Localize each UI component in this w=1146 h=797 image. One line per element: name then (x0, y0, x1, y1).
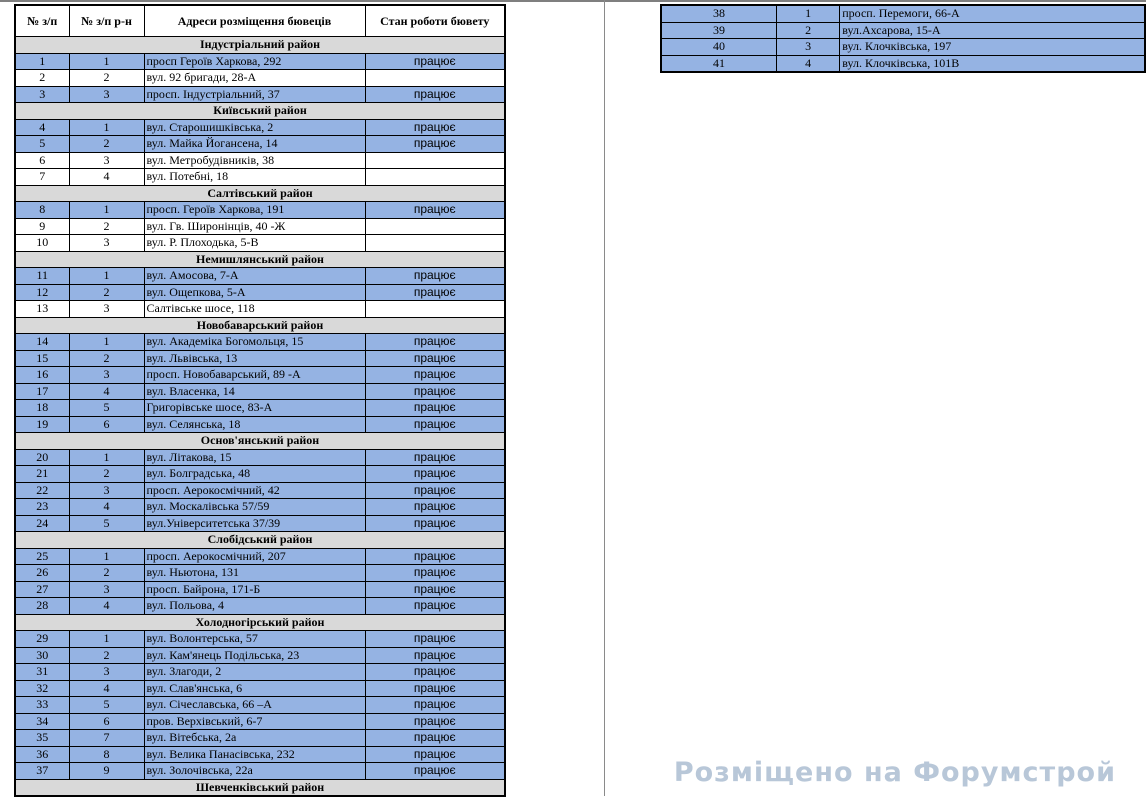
status-cell: працює (365, 449, 505, 466)
table-row (15, 482, 505, 499)
row-number: 33 (15, 697, 69, 714)
row-number: 14 (15, 334, 69, 351)
status-cell: працює (365, 53, 505, 70)
status-cell: працює (365, 581, 505, 598)
district-row-number: 2 (69, 136, 144, 153)
address-cell: вул. Р. Плоходька, 5-В (144, 235, 365, 252)
row-number: 10 (15, 235, 69, 252)
status-cell: працює (365, 350, 505, 367)
address-cell: вул. Літакова, 15 (144, 449, 365, 466)
row-number: 25 (15, 548, 69, 565)
district-name: Салтівський район (15, 185, 505, 202)
district-row-number: 2 (69, 350, 144, 367)
district-row-number: 3 (69, 664, 144, 681)
district-header-row (15, 185, 505, 202)
district-row-number: 2 (69, 70, 144, 87)
status-cell: працює (365, 763, 505, 780)
district-row-number: 1 (69, 268, 144, 285)
address-cell: вул. Львівська, 13 (144, 350, 365, 367)
row-number: 9 (15, 218, 69, 235)
table-row (15, 235, 505, 252)
table-row (661, 5, 1145, 22)
district-name: Слобідський район (15, 532, 505, 549)
status-cell: працює (365, 565, 505, 582)
header-status: Стан роботи бювету (365, 5, 505, 37)
row-number: 21 (15, 466, 69, 483)
row-number: 41 (661, 55, 777, 72)
row-number: 5 (15, 136, 69, 153)
address-cell: вул. Клочківська, 197 (840, 39, 1145, 56)
status-cell: працює (365, 598, 505, 615)
address-cell: вул. Потебні, 18 (144, 169, 365, 186)
address-cell: вул. Ощепкова, 5-А (144, 284, 365, 301)
row-number: 32 (15, 680, 69, 697)
table-row (15, 647, 505, 664)
address-cell: вул. Клочківська, 101В (840, 55, 1145, 72)
district-name: Новобаварський район (15, 317, 505, 334)
row-number: 1 (15, 53, 69, 70)
table-row (15, 499, 505, 516)
district-row-number: 9 (69, 763, 144, 780)
district-row-number: 8 (69, 746, 144, 763)
row-number: 7 (15, 169, 69, 186)
address-cell: вул. Майка Йогансена, 14 (144, 136, 365, 153)
table-row (15, 383, 505, 400)
status-cell: працює (365, 136, 505, 153)
district-row-number: 2 (69, 647, 144, 664)
address-cell: вул. Москалівська 57/59 (144, 499, 365, 516)
district-row-number: 1 (69, 334, 144, 351)
header-address: Адреси розміщення бювеців (144, 5, 365, 37)
address-cell: вул. Польова, 4 (144, 598, 365, 615)
address-cell: просп. Героїв Харкова, 191 (144, 202, 365, 219)
table-row (15, 680, 505, 697)
table-row (15, 268, 505, 285)
table-row (15, 218, 505, 235)
district-row-number: 7 (69, 730, 144, 747)
row-number: 24 (15, 515, 69, 532)
address-cell: просп. Байрона, 171-Б (144, 581, 365, 598)
watermark: Розміщено на Форумстрой (673, 757, 1116, 788)
status-cell: працює (365, 713, 505, 730)
status-cell: працює (365, 515, 505, 532)
district-header-row (15, 614, 505, 631)
table-body (15, 37, 505, 797)
row-number: 17 (15, 383, 69, 400)
table-row (661, 22, 1145, 39)
status-cell: працює (365, 647, 505, 664)
district-name: Немишлянський район (15, 251, 505, 268)
address-cell: вул. Слав'янська, 6 (144, 680, 365, 697)
address-cell: просп. Аерокосмічний, 42 (144, 482, 365, 499)
status-cell: працює (365, 119, 505, 136)
table-row (15, 367, 505, 384)
district-row-number: 3 (69, 301, 144, 318)
row-number: 6 (15, 152, 69, 169)
district-header-row (15, 317, 505, 334)
status-cell: працює (365, 202, 505, 219)
table-row (15, 136, 505, 153)
fountains-table (14, 4, 506, 797)
table-row (15, 581, 505, 598)
table-header (15, 5, 505, 37)
address-cell: вул. Волонтерська, 57 (144, 631, 365, 648)
table-row (15, 664, 505, 681)
table-row (15, 284, 505, 301)
row-number: 19 (15, 416, 69, 433)
row-number: 26 (15, 565, 69, 582)
district-row-number: 3 (69, 86, 144, 103)
row-number: 27 (15, 581, 69, 598)
fountains-table-continued (660, 4, 1146, 73)
table-row (15, 416, 505, 433)
status-cell: працює (365, 334, 505, 351)
district-row-number: 1 (777, 5, 840, 22)
address-cell: вул. Ньютона, 131 (144, 565, 365, 582)
district-row-number: 2 (69, 565, 144, 582)
district-header-row (15, 433, 505, 450)
status-cell: працює (365, 680, 505, 697)
district-row-number: 6 (69, 713, 144, 730)
address-cell: Салтівське шосе, 118 (144, 301, 365, 318)
table-row (661, 55, 1145, 72)
address-cell: вул.Ахсарова, 15-А (840, 22, 1145, 39)
table-row (15, 86, 505, 103)
table-row (15, 713, 505, 730)
address-cell: просп Героїв Харкова, 292 (144, 53, 365, 70)
row-number: 22 (15, 482, 69, 499)
table-row (15, 697, 505, 714)
address-cell: вул.Університетська 37/39 (144, 515, 365, 532)
row-number: 28 (15, 598, 69, 615)
row-number: 23 (15, 499, 69, 516)
page-divider (604, 0, 605, 796)
district-header-row (15, 37, 505, 54)
table-row (15, 565, 505, 582)
address-cell: просп. Перемоги, 66-А (840, 5, 1145, 22)
status-cell: працює (365, 548, 505, 565)
district-row-number: 1 (69, 631, 144, 648)
district-header-row (15, 779, 505, 796)
district-row-number: 2 (69, 284, 144, 301)
district-row-number: 1 (69, 548, 144, 565)
row-number: 13 (15, 301, 69, 318)
row-number: 37 (15, 763, 69, 780)
table-row (15, 400, 505, 417)
district-row-number: 1 (69, 202, 144, 219)
status-cell: працює (365, 86, 505, 103)
district-row-number: 3 (69, 367, 144, 384)
table-row (15, 350, 505, 367)
address-cell: вул. Селянська, 18 (144, 416, 365, 433)
row-number: 3 (15, 86, 69, 103)
address-cell: вул. Січеславська, 66 –А (144, 697, 365, 714)
district-name: Холодногірський район (15, 614, 505, 631)
district-row-number: 3 (69, 482, 144, 499)
district-name: Київський район (15, 103, 505, 120)
table-row (15, 301, 505, 318)
address-cell: просп. Індустріальний, 37 (144, 86, 365, 103)
district-row-number: 1 (69, 53, 144, 70)
status-cell: працює (365, 284, 505, 301)
status-cell: працює (365, 367, 505, 384)
row-number: 11 (15, 268, 69, 285)
status-cell: працює (365, 730, 505, 747)
row-number: 20 (15, 449, 69, 466)
status-cell: працює (365, 499, 505, 516)
address-cell: вул. Вітебська, 2а (144, 730, 365, 747)
district-row-number: 1 (69, 119, 144, 136)
status-cell: працює (365, 383, 505, 400)
table-row (15, 746, 505, 763)
row-number: 31 (15, 664, 69, 681)
row-number: 36 (15, 746, 69, 763)
row-number: 8 (15, 202, 69, 219)
address-cell: вул. Злагоди, 2 (144, 664, 365, 681)
table-row (15, 70, 505, 87)
row-number: 2 (15, 70, 69, 87)
address-cell: вул. Гв. Широнінців, 40 -Ж (144, 218, 365, 235)
table-row (15, 548, 505, 565)
status-cell (365, 301, 505, 318)
district-row-number: 4 (777, 55, 840, 72)
district-header-row (15, 103, 505, 120)
status-cell (365, 169, 505, 186)
address-cell: просп. Новобаварський, 89 -А (144, 367, 365, 384)
address-cell: вул. Болградська, 48 (144, 466, 365, 483)
district-row-number: 2 (777, 22, 840, 39)
district-row-number: 4 (69, 499, 144, 516)
district-row-number: 5 (69, 400, 144, 417)
row-number: 15 (15, 350, 69, 367)
district-row-number: 3 (777, 39, 840, 56)
address-cell: вул. 92 бригади, 28-А (144, 70, 365, 87)
status-cell (365, 235, 505, 252)
row-number: 34 (15, 713, 69, 730)
district-header-row (15, 251, 505, 268)
table-row (15, 53, 505, 70)
district-row-number: 4 (69, 598, 144, 615)
row-number: 39 (661, 22, 777, 39)
district-row-number: 6 (69, 416, 144, 433)
district-name: Індустріальний район (15, 37, 505, 54)
district-row-number: 5 (69, 697, 144, 714)
status-cell (365, 218, 505, 235)
address-cell: вул. Старошишківська, 2 (144, 119, 365, 136)
row-number: 4 (15, 119, 69, 136)
header-num: № з/п (15, 5, 69, 37)
district-row-number: 1 (69, 449, 144, 466)
status-cell (365, 70, 505, 87)
district-row-number: 4 (69, 169, 144, 186)
district-row-number: 4 (69, 680, 144, 697)
district-name: Основ'янський район (15, 433, 505, 450)
district-row-number: 3 (69, 581, 144, 598)
status-cell: працює (365, 416, 505, 433)
row-number: 30 (15, 647, 69, 664)
district-row-number: 3 (69, 152, 144, 169)
status-cell: працює (365, 746, 505, 763)
table-row (15, 466, 505, 483)
status-cell: працює (365, 697, 505, 714)
district-row-number: 2 (69, 466, 144, 483)
row-number: 35 (15, 730, 69, 747)
district-row-number: 4 (69, 383, 144, 400)
status-cell: працює (365, 664, 505, 681)
row-number: 29 (15, 631, 69, 648)
address-cell: вул. Академіка Богомольця, 15 (144, 334, 365, 351)
status-cell: працює (365, 400, 505, 417)
table-row (15, 598, 505, 615)
row-number: 12 (15, 284, 69, 301)
status-cell (365, 152, 505, 169)
table-row (15, 334, 505, 351)
header-num-district: № з/п р-н (69, 5, 144, 37)
table-row (15, 449, 505, 466)
status-cell: працює (365, 631, 505, 648)
address-cell: вул. Власенка, 14 (144, 383, 365, 400)
table-row (15, 763, 505, 780)
row-number: 16 (15, 367, 69, 384)
continued-table-body (661, 5, 1145, 72)
district-row-number: 5 (69, 515, 144, 532)
district-name: Шевченківський район (15, 779, 505, 796)
table-row (15, 119, 505, 136)
row-number: 18 (15, 400, 69, 417)
row-number: 40 (661, 39, 777, 56)
address-cell: вул. Метробудівників, 38 (144, 152, 365, 169)
district-row-number: 2 (69, 218, 144, 235)
table-row (15, 730, 505, 747)
table-row (15, 631, 505, 648)
row-number: 38 (661, 5, 777, 22)
table-row (15, 202, 505, 219)
table-row (15, 152, 505, 169)
address-cell: пров. Верхівський, 6-7 (144, 713, 365, 730)
address-cell: вул. Кам'янець Подільська, 23 (144, 647, 365, 664)
district-row-number: 3 (69, 235, 144, 252)
status-cell: працює (365, 268, 505, 285)
status-cell: працює (365, 482, 505, 499)
table-row (15, 169, 505, 186)
address-cell: просп. Аерокосмічний, 207 (144, 548, 365, 565)
table-row (661, 39, 1145, 56)
address-cell: вул. Велика Панасівська, 232 (144, 746, 365, 763)
address-cell: вул. Золочівська, 22а (144, 763, 365, 780)
address-cell: вул. Амосова, 7-А (144, 268, 365, 285)
address-cell: Григорівське шосе, 83-А (144, 400, 365, 417)
top-rule (0, 0, 1146, 2)
table-row (15, 515, 505, 532)
district-header-row (15, 532, 505, 549)
status-cell: працює (365, 466, 505, 483)
